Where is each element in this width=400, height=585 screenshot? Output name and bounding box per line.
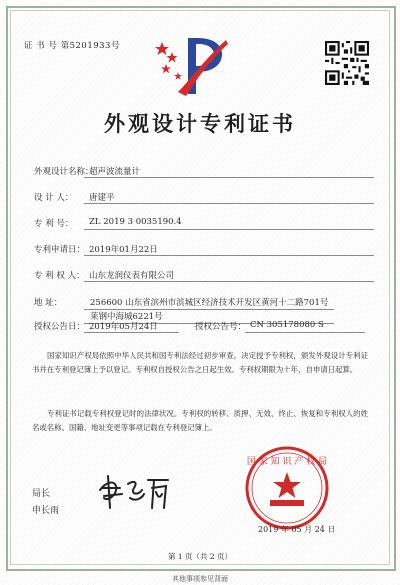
certificate-number: 证 书 号 第5201933号: [24, 41, 120, 51]
field-address-label: [34, 296, 62, 308]
underline: [84, 177, 374, 178]
certificate-title: 外观设计专利证书: [104, 111, 296, 136]
address-value: 256600 山东省滨州市滨城区经济技术开发区黄河十二路701号莱钢中海城6221号: [90, 298, 329, 322]
field-patentee: [34, 269, 175, 281]
field-grant-date: [34, 320, 158, 332]
cnipa-logo-icon: [148, 30, 232, 106]
underline: [84, 281, 374, 282]
seal-date: 2019 年 05 月 24 日: [258, 525, 336, 534]
filing-date-label: 专利申请日：: [34, 245, 86, 255]
address-label: 地 址：: [34, 298, 63, 308]
chief-name: 申长雨: [32, 506, 60, 516]
grant-date-value: 2019年05月24日: [89, 322, 158, 332]
underline: [84, 255, 374, 256]
underline: [84, 203, 374, 204]
chief-label: 局长: [32, 489, 51, 499]
filing-date-value: 2019年01月22日: [89, 245, 158, 255]
legal-paragraph-grant: 国家知识产权局依照中华人民共和国专利法经过初步审查，决定授予专利权，颁发外观设计专利证书并在专利登记簿上予以登记。专利权自授权公告之日起生效。专利权期限为十年，自申请日起算。: [32, 351, 368, 375]
qr-code-icon: [325, 41, 369, 85]
grant-no-value: CN 305178080 S: [250, 320, 324, 330]
design-name-label: 外观设计名称：: [34, 167, 94, 177]
underline: [84, 309, 334, 310]
field-filing-date: [34, 243, 158, 255]
patentee-label: 专 利 权 人：: [34, 271, 85, 281]
patentee-value: 山东龙润仪表有限公司: [89, 271, 175, 281]
footer-note: 其他事项参见背面: [172, 575, 228, 583]
underline: [245, 332, 365, 333]
patent-no-label: 专 利 号：: [34, 219, 74, 229]
svg-text:国 家 知 识 产 权 局: 国 家 知 识 产 权 局: [246, 457, 328, 467]
underline: [84, 332, 179, 333]
designer-label: 设 计 人：: [34, 193, 74, 203]
handwritten-signature: [94, 468, 174, 514]
design-name-value: 超声波流量计: [89, 167, 141, 177]
page-indicator: 第 1 页（共 2 页）: [167, 552, 233, 561]
field-grant-no: [195, 320, 324, 332]
grant-date-label: 授权公告日：: [34, 322, 86, 332]
patent-no-value: ZL 2019 3 0035190.4: [89, 217, 182, 227]
legal-paragraph-register: 专利证书记载专利权登记时的法律状况。专利权的转移、质押、无效、终止、恢复和专利权人的姓名或名称、国籍、地址变更等事项记载在专利登记簿上。: [32, 409, 368, 433]
grant-no-label: 授权公告号：: [195, 322, 247, 332]
designer-value: 唐建平: [89, 193, 115, 203]
underline: [84, 229, 374, 230]
field-design-name: [34, 165, 141, 177]
field-patent-no: [34, 217, 182, 229]
field-designer: [34, 191, 115, 203]
